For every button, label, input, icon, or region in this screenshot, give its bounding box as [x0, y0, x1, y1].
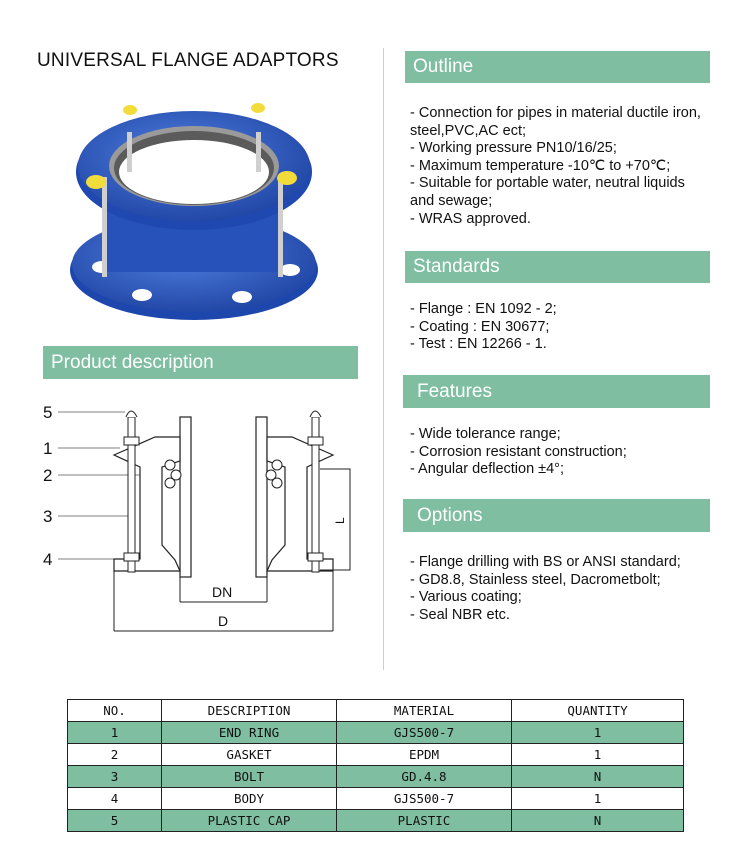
table-row [68, 766, 684, 788]
product-description-heading: Product description [43, 346, 358, 379]
table-header-row [68, 700, 684, 722]
features-item: - Corrosion resistant construction; [410, 443, 627, 460]
cell-no: 4 [68, 788, 162, 810]
header-material: MATERIAL [337, 700, 512, 722]
callout-2: 2 [43, 466, 53, 485]
outline-item: - Suitable for portable water, neutral liquids [410, 175, 685, 192]
dn-label: DN [212, 584, 233, 600]
d-label: D [218, 613, 229, 629]
cell-material: PLASTIC [337, 810, 512, 832]
options-heading: Options [403, 499, 710, 532]
header-no: NO. [68, 700, 162, 722]
cell-quantity: N [512, 766, 684, 788]
cell-material: GJS500-7 [337, 722, 512, 744]
cell-no: 5 [68, 810, 162, 832]
l-label: L [333, 517, 347, 524]
options-item: - Various coating; [410, 589, 522, 606]
table-row [68, 788, 684, 810]
table-row [68, 744, 684, 766]
outline-list [410, 105, 710, 228]
callout-4: 4 [43, 550, 53, 569]
cell-quantity: 1 [512, 788, 684, 810]
features-list [410, 426, 710, 479]
outline-heading: Outline [405, 51, 710, 83]
cell-description: PLASTIC CAP [162, 810, 337, 832]
options-list [410, 554, 710, 624]
cell-quantity: 1 [512, 722, 684, 744]
cell-no: 1 [68, 722, 162, 744]
table-row [68, 810, 684, 832]
page-title: UNIVERSAL FLANGE ADAPTORS [37, 50, 339, 71]
header-description: DESCRIPTION [162, 700, 337, 722]
cell-no: 3 [68, 766, 162, 788]
cell-description: BODY [162, 788, 337, 810]
options-item: - GD8.8, Stainless steel, Dacrometbolt; [410, 571, 661, 588]
standards-item: - Coating : EN 30677; [410, 318, 550, 335]
cell-description: BOLT [162, 766, 337, 788]
outline-item: steel,PVC,AC ect; [410, 122, 527, 139]
features-item: - Wide tolerance range; [410, 426, 561, 442]
features-heading: Features [403, 375, 710, 408]
table-row [68, 722, 684, 744]
cell-material: GD.4.8 [337, 766, 512, 788]
product-photo [62, 92, 332, 330]
callout-1: 1 [43, 439, 53, 458]
cell-quantity: 1 [512, 744, 684, 766]
header-quantity: QUANTITY [512, 700, 684, 722]
cell-no: 2 [68, 744, 162, 766]
outline-item: - Maximum temperature -10℃ to +70℃; [410, 157, 671, 174]
cell-quantity: N [512, 810, 684, 832]
options-item: - Flange drilling with BS or ANSI standard; [410, 554, 681, 570]
outline-item: - Connection for pipes in material ductile iron, [410, 105, 701, 121]
options-item: - Seal NBR etc. [410, 606, 510, 623]
cell-material: EPDM [337, 744, 512, 766]
cell-description: GASKET [162, 744, 337, 766]
parts-table [67, 699, 684, 832]
standards-item: - Test : EN 12266 - 1. [410, 336, 547, 353]
standards-item: - Flange : EN 1092 - 2; [410, 301, 557, 317]
standards-list [410, 301, 710, 354]
standards-heading: Standards [405, 251, 710, 283]
cell-material: GJS500-7 [337, 788, 512, 810]
cell-description: END RING [162, 722, 337, 744]
outline-item: - WRAS approved. [410, 210, 531, 227]
column-divider [383, 48, 384, 670]
outline-item: and sewage; [410, 192, 493, 209]
outline-item: - Working pressure PN10/16/25; [410, 140, 617, 157]
callout-3: 3 [43, 507, 53, 526]
cross-section-diagram [30, 395, 360, 640]
callout-5: 5 [43, 403, 53, 422]
features-item: - Angular deflection ±4°; [410, 461, 565, 478]
